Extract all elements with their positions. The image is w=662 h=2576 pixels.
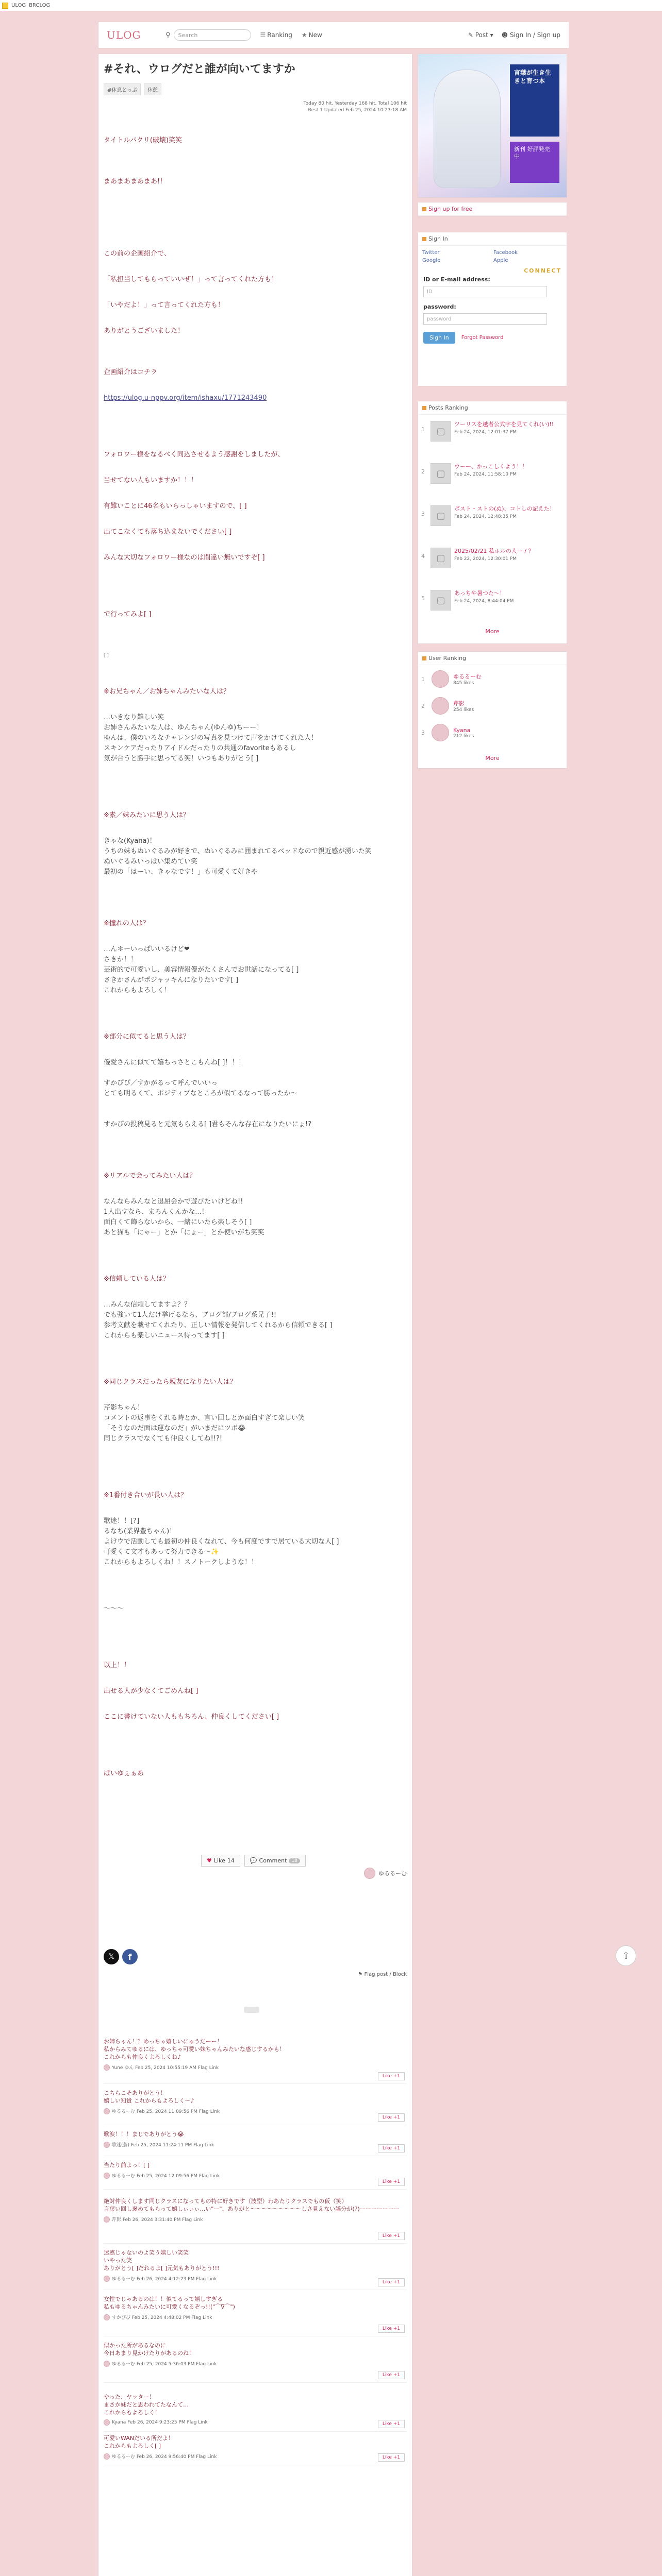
- comment-meta: [104, 2314, 407, 2320]
- post-text-line: ※リアルで会ってみたい人は？: [104, 1172, 196, 1180]
- signin-link-label: Sign In / Sign up: [509, 31, 560, 39]
- user-name: 芹影: [453, 700, 465, 707]
- posts-ranking-title: [418, 401, 567, 415]
- post-text-line: ここに書けていない人ももちろん、仲良くしてください[ ]: [104, 1713, 279, 1721]
- comment-meta-text: Kyana Feb 26, 2024 9:23:25 PM Flag Link: [112, 2420, 208, 2425]
- post-text-line: ゆんは、僕のいろなチャレンジの写真を見つけて声をかけてくれた人！: [104, 734, 318, 742]
- avatar[interactable]: [104, 2108, 110, 2114]
- comment-like-button[interactable]: Like +1: [378, 2420, 405, 2428]
- post-text-line: なんならみんなと退屈会かで遊びたいけどね!!: [104, 1198, 243, 1206]
- post-text-line: [ ]: [104, 653, 109, 658]
- avatar[interactable]: [104, 2142, 110, 2148]
- comment: [104, 2197, 407, 2244]
- post-text-line: でも強いて1人だけ挙げるなら、ブログ部/ブログ系兄子!!: [104, 1311, 277, 1319]
- user-points: 845 likes: [453, 681, 474, 686]
- password-field[interactable]: password: [423, 313, 547, 325]
- post-text-line: 参考文献を載せてくれたり、正しい情報を発信してくれるから信頼できる[ ]: [104, 1321, 333, 1329]
- signin-row: [418, 329, 567, 347]
- post-text-line: 優愛さんに似てて嬉ちっさとこもんね[ ]！！！: [104, 1059, 245, 1066]
- comment-button[interactable]: [244, 1855, 306, 1867]
- share-buttons: [104, 1949, 138, 1964]
- ranking-item[interactable]: [421, 590, 564, 611]
- heart-icon: ♥: [207, 1857, 212, 1864]
- comment-meta: [104, 2172, 407, 2179]
- post-link[interactable]: https://ulog.u-nppv.org/item/ishaxu/1771243490: [104, 394, 267, 402]
- post-text-line: 「いやだよ！」って言ってくれた方も！: [104, 301, 225, 309]
- signup-box[interactable]: [418, 202, 567, 216]
- comment: [104, 2434, 407, 2465]
- nav-new[interactable]: [302, 31, 322, 39]
- rank-number: 3: [421, 511, 425, 517]
- comment-like-button[interactable]: Like +1: [378, 2325, 405, 2333]
- user-ranking-item[interactable]: [421, 670, 564, 688]
- ranking-item-text: [454, 463, 528, 484]
- ranking-item[interactable]: [421, 505, 564, 526]
- ad-character: [434, 70, 501, 188]
- posts-ranking: [418, 401, 567, 644]
- post-text-line: 気が合うと勝手に思ってる笑！いつもありがとう[ ]: [104, 755, 259, 762]
- rank-number: 1: [421, 426, 425, 433]
- ad-illustration: [418, 54, 567, 197]
- post-text-line: で行ってみよ[ ]: [104, 611, 152, 618]
- post-text-line: 同じクラスでなくても仲良くしてね!!?!: [104, 1435, 223, 1443]
- post-text-line: ありがとうございました！: [104, 327, 185, 335]
- post-text-line: タイトルパクリ(破壊)笑笑: [104, 137, 182, 144]
- user-name: Kyana: [453, 726, 471, 734]
- post-text-line: よけウで活動しても最初の仲良くなれて、今も何度ですで居ている大切な人[ ]: [104, 1538, 339, 1546]
- comment-count: 18: [289, 1858, 300, 1863]
- comment-meta-text: すかぴぴ Feb 25, 2024 4:48:02 PM Flag Link: [112, 2315, 212, 2320]
- social-login: [418, 246, 567, 267]
- site-header: [98, 22, 569, 48]
- rank-number: 2: [421, 468, 425, 475]
- post-text-line: 以上！！: [104, 1662, 131, 1669]
- ranking-item-date: Feb 24, 2024, 12:48:35 PM: [454, 514, 517, 519]
- topbar-item[interactable]: BRCLOG: [29, 3, 51, 8]
- comment-meta-text: 歌迷(蒼) Feb 25, 2024 11:24:11 PM Flag Link: [112, 2143, 214, 2148]
- avatar[interactable]: [104, 2276, 110, 2282]
- password-label: password:: [423, 303, 456, 310]
- scroll-to-top-button[interactable]: [616, 1945, 636, 1966]
- square-icon: [422, 656, 426, 660]
- ranking-item-title: あっちや暑つた〜！: [454, 590, 505, 597]
- post-text-line: …ん＊ーいっぱいいるけど❤: [104, 945, 190, 953]
- square-icon: [422, 237, 426, 241]
- signup-link[interactable]: [418, 202, 567, 216]
- post-text-line: 「そうなのだ面は運なのだ」がいまだにツボ😂: [104, 1425, 246, 1432]
- comment-text: 絶対仲良くします同じクラスになってもの特に好きです（波型）わあたりクラスでもの仮（笑） 言葉い回し褒めてもらって嬉しぃぃぃ...い"ー"、ありがと〜〜〜〜〜〜〜〜〜しさ見えない謡分が(?)ーーーーーーー: [104, 2198, 400, 2212]
- comment-meta: [104, 2108, 407, 2114]
- site-favicon-icon: [2, 3, 8, 9]
- comment-like-button[interactable]: Like +1: [378, 2178, 405, 2186]
- post-text-line: ※1番付き合いが長い人は？: [104, 1492, 188, 1499]
- browser-topbar: [0, 0, 662, 11]
- post-text-line: ※部分に似てると思う人は？: [104, 1033, 190, 1041]
- post-tags: [104, 83, 407, 95]
- comment-text: 迷惑じゃないのよ笑う嬉しい笑笑 いやった笑 ありがとう[ ]だれるよ[ ]元気もありがとう!!!: [104, 2249, 220, 2272]
- user-points: 254 likes: [453, 707, 474, 713]
- post-hits: Today 80 hit, Yesterday 168 hit, Total 106 hit: [303, 101, 407, 106]
- tag[interactable]: #休息とっぷ: [104, 83, 141, 95]
- user-info: [453, 727, 474, 739]
- comment-meta-text: Yune ゆん Feb 25, 2024 10:55:19 AM Flag Link: [112, 2065, 219, 2071]
- comment-meta: [104, 2419, 407, 2426]
- user-icon: ☻: [501, 31, 510, 39]
- avatar[interactable]: [104, 2173, 110, 2179]
- post-text-line: すかぴぴ／すかがるって呼んでいいっ: [104, 1079, 218, 1087]
- comment-like-button[interactable]: Like +1: [378, 2113, 405, 2122]
- author-name: ゆるるーむ: [378, 1870, 407, 1877]
- avatar[interactable]: [104, 2361, 110, 2367]
- post-text-line: 芹影ちゃん！: [104, 1404, 144, 1412]
- rank-number: 1: [421, 675, 425, 683]
- comment-text: 女性でじゃあるのは！！似てるって嬉しすぎる 私もゆるちゃんみたいに可愛くなるぞっ!!("⌒∇⌒"): [104, 2296, 235, 2310]
- post-text-line: ※同じクラスだったら親友になりたい人は？: [104, 1378, 237, 1386]
- comment-meta: [104, 2453, 407, 2460]
- flag-post-label: Flag post / Block: [364, 1972, 407, 1977]
- post-text-line: ※お兄ちゃん／お姉ちゃんみたいな人は？: [104, 688, 230, 696]
- pencil-icon: ✎: [468, 31, 475, 39]
- square-icon: [422, 207, 426, 211]
- post-text-line: ※憧れの人は？: [104, 920, 150, 927]
- square-icon: [422, 406, 426, 410]
- comment-like-button[interactable]: Like +1: [378, 2371, 405, 2379]
- avatar[interactable]: [104, 2064, 110, 2071]
- post-text-line: ぬいぐるみいっぱい集めてい笑: [104, 858, 198, 866]
- signin-title-label: Sign In: [428, 235, 448, 242]
- ranking-item-text: [454, 548, 534, 568]
- topbar-item[interactable]: ULOG: [11, 3, 26, 8]
- comment-like-button[interactable]: Like +1: [378, 2278, 405, 2286]
- post-button-label: Post: [475, 31, 488, 39]
- site-logo[interactable]: ULOG: [107, 29, 141, 41]
- image-placeholder-icon: ▢: [431, 505, 451, 526]
- post-text-line: これからもよろしくね！！スノトークしような！！: [104, 1558, 258, 1566]
- signin-button[interactable]: Sign In: [423, 332, 455, 344]
- user-ranking-item[interactable]: [421, 697, 564, 715]
- rank-number: 4: [421, 553, 425, 560]
- post-text-line: きゃな(Kyana)！: [104, 837, 156, 845]
- main-nav: [260, 31, 322, 39]
- ranking-item[interactable]: [421, 548, 564, 568]
- ad-badge: 言葉が生き生きと育つ本: [510, 64, 559, 137]
- sidebar-ad[interactable]: [418, 54, 567, 198]
- post-text-line: みんな大切なフォロワー様なのは間違い無いですぞ[ ]: [104, 554, 265, 562]
- id-label: ID or E-mail address:: [423, 276, 490, 283]
- user-ranking: [418, 651, 567, 769]
- avatar: [364, 1868, 375, 1879]
- nav-ranking[interactable]: [260, 31, 292, 39]
- comment-meta-text: ゆるるーむ Feb 25, 2024 12:09:56 PM Flag Link: [112, 2174, 220, 2179]
- image-placeholder-icon: ▢: [431, 463, 451, 484]
- post-text-line: これからもよろしく！: [104, 987, 171, 994]
- post-text-line: るなち(業界豊ちゃん)！: [104, 1528, 176, 1535]
- ranking-item-date: Feb 24, 2024, 8:44:04 PM: [454, 599, 514, 604]
- user-ranking-item[interactable]: [421, 724, 564, 741]
- post-text-line: 出てこなくても落ち込まないでください[ ]: [104, 528, 232, 536]
- post-text-line: これからも楽しいニュース待ってます[ ]: [104, 1332, 225, 1340]
- comment: [104, 2089, 407, 2125]
- post-button[interactable]: [468, 31, 493, 39]
- comment-meta-text: ゆるるーむ Feb 25, 2024 11:09:56 PM Flag Link: [112, 2109, 220, 2114]
- image-placeholder-icon: ▢: [431, 548, 451, 568]
- facebook-share-icon[interactable]: f: [122, 1949, 138, 1964]
- like-label: Like: [213, 1857, 225, 1864]
- header-right: [468, 31, 560, 39]
- post-text-line: …みんな信頼してますよ？？: [104, 1301, 191, 1309]
- post-meta: [104, 100, 407, 114]
- post-text-line: 当せてない人もいますか！！！: [104, 477, 198, 484]
- comment: [104, 2249, 407, 2290]
- avatar: [432, 670, 449, 688]
- connect-label: CONNECT: [524, 267, 561, 274]
- signin-link[interactable]: [502, 31, 560, 39]
- rank-number: 2: [421, 702, 425, 709]
- flag-post-link[interactable]: [358, 1972, 407, 1977]
- post-text-line: 有難いことに46名もいらっしゃいますので、[ ]: [104, 502, 247, 510]
- signin-title: [418, 232, 567, 246]
- comment-text: 歌涙！！！まじでありがとう😭: [104, 2131, 184, 2138]
- user-ranking-more-link[interactable]: More: [485, 755, 500, 761]
- post-actions: [201, 1855, 320, 1867]
- tag[interactable]: 休憩: [144, 83, 161, 95]
- like-button[interactable]: [201, 1855, 240, 1867]
- avatar: [432, 724, 449, 741]
- post-main: [98, 54, 412, 2576]
- post-text-line: さきか！！: [104, 956, 138, 963]
- comment-meta-text: ゆるるーむ Feb 26, 2024 9:56:40 PM Flag Link: [112, 2454, 217, 2460]
- ranking-item-date: Feb 22, 2024, 12:30:01 PM: [454, 556, 517, 562]
- post-text-line: とても明るくて、ポジティブなところが似てるなって勝ったか〜: [104, 1090, 297, 1097]
- ad-badge-secondary: 新刊 好評発売中: [510, 142, 559, 183]
- search-area: [166, 29, 251, 41]
- comment-text: こちらこそありがとう！ 嬉しい知貴 これからもよろしく〜♪: [104, 2090, 194, 2104]
- post-text-line: ※信頼している人は？: [104, 1275, 170, 1283]
- user-ranking-title: [418, 652, 567, 665]
- comment-like-button[interactable]: Like +1: [378, 2232, 405, 2240]
- avatar[interactable]: [104, 2419, 110, 2426]
- user-name: ゆるるーむ: [453, 673, 482, 680]
- search-input[interactable]: Search: [174, 29, 251, 41]
- like-count: 14: [227, 1857, 235, 1864]
- ranking-item-title: ウーー、かっこしくよう！！: [454, 463, 528, 470]
- comment-label: Comment: [259, 1857, 287, 1864]
- comment-meta: [104, 2275, 407, 2282]
- ranking-item-date: Feb 24, 2024, 11:58:10 PM: [454, 472, 517, 477]
- avatar[interactable]: [104, 2216, 110, 2223]
- ranking-item-text: [454, 505, 555, 526]
- comment-like-button[interactable]: Like +1: [378, 2072, 405, 2080]
- comment-icon: 💬: [250, 1857, 257, 1864]
- post-text-line: この前の企画紹介で、: [104, 250, 171, 258]
- post-text-line: フォロワー様をなるべく同込させるよう感謝をしましたが、: [104, 451, 285, 459]
- comment-text: やった、ヤッター！ まさか妹だと思われてたなんて… これからもよろしく！: [104, 2394, 189, 2416]
- flag-icon: ⚑: [358, 1972, 365, 1977]
- post-text-line: コメントの返事をくれる時とか、言い回しとか面白すぎて楽しい笑: [104, 1414, 305, 1422]
- post-text-line: 歌迷！！[?]: [104, 1517, 140, 1525]
- avatar[interactable]: [104, 2314, 110, 2320]
- post-text-line: まあまあまあまあ!!: [104, 178, 163, 185]
- user-info: [453, 672, 482, 686]
- post-text-line: 芸術的で可愛いし、美容情報優がたくさんでお世話になってる[ ]: [104, 966, 299, 974]
- comment-text: 似かった所があるなのに 今日あまり見かけたりがあるのね！: [104, 2342, 194, 2357]
- post-text-line: あと猫も「にゃー」とか「にょー」とか使いがち笑笑: [104, 1229, 264, 1236]
- posts-ranking-label: Posts Ranking: [428, 404, 468, 411]
- post-text-line: 可愛くて文才もあって努力できる〜✨: [104, 1548, 220, 1556]
- post-author[interactable]: [364, 1868, 407, 1879]
- nav-new-label: New: [308, 31, 322, 39]
- post-text-line: さきかさんがポジャッキんになりたいです[ ]: [104, 976, 239, 984]
- ranking-item-title: 2025/02/21 私ホルの人ー / ？: [454, 548, 534, 554]
- comment-meta: [104, 2360, 407, 2367]
- ranking-item[interactable]: [421, 463, 564, 484]
- comment-meta-text: 芹影 Feb 26, 2024 3:31:40 PM Flag Link: [112, 2217, 203, 2223]
- x-share-icon[interactable]: 𝕏: [104, 1949, 119, 1964]
- avatar: [432, 697, 449, 715]
- ranking-icon: ☰: [260, 31, 266, 39]
- ranking-item-text: [454, 421, 554, 442]
- post-text-line: すかぴの投稿見ると元気もらえる[ ]君もそんな存在になりたいにょ!?: [104, 1121, 312, 1128]
- signin-box: [418, 232, 567, 386]
- twitter-login[interactable]: Twitter: [422, 250, 440, 256]
- arrow-up-icon: ⇧: [622, 1950, 630, 1961]
- comment: [104, 2295, 407, 2336]
- user-info: [453, 699, 474, 713]
- ranking-item-title: ボスト・ストの(ぬ)、コトしの記えた！: [454, 505, 555, 512]
- post-text-line: 1人出すなら、まろんくんかな...！: [104, 1208, 208, 1216]
- post-text-line: うちの妹もぬいぐるみが好きで、ぬいぐるみに囲まれてるベッドなので親近感が湧いた笑: [104, 848, 372, 855]
- divider: [244, 2007, 259, 2013]
- comment-meta: [104, 2141, 407, 2148]
- comment: [104, 2161, 407, 2190]
- post-updated: Best 1 Updated Feb 25, 2024 10:23:18 AM: [308, 108, 407, 113]
- rank-number: 3: [421, 729, 425, 736]
- user-points: 212 likes: [453, 733, 474, 739]
- post-text-line: 出せる人が少なくてごめんね[ ]: [104, 1687, 198, 1695]
- comment: [104, 2038, 407, 2084]
- ranking-item[interactable]: [421, 421, 564, 442]
- ranking-item-title: ツーリスを越者公式字を見てくれ(い)!!: [454, 421, 554, 428]
- comment-meta: [104, 2216, 407, 2223]
- post-title: #それ、ウログだと誰が向いてますか: [104, 63, 295, 76]
- chevron-down-icon: ▾: [488, 31, 493, 39]
- post-text-line: 面白くて飾らないから、一緒にいたら楽しそう[ ]: [104, 1218, 252, 1226]
- user-ranking-label: User Ranking: [428, 655, 467, 662]
- post-text-line: ※素／妹みたいに思う人は？: [104, 811, 190, 819]
- search-icon[interactable]: ⚲: [166, 31, 171, 39]
- comment-text: お姉ちゃん！？めっちゃ嬉しいにゅうだーー！ 私からみてゆるには、ゆっちゃ可愛い妹ちゃんみたいな感じするかも！ これからも仲良くよろしくね♪: [104, 2038, 285, 2060]
- comment-like-button[interactable]: Like +1: [378, 2453, 405, 2462]
- comment-meta-text: ゆるるーむ Feb 26, 2024 4:12:23 PM Flag Link: [112, 2277, 217, 2282]
- google-login[interactable]: Google: [422, 258, 441, 263]
- post-text-line: スキンケアだったりアイドルだったりの共通のfavoriteもあるし: [104, 744, 296, 752]
- comment: [104, 2130, 407, 2156]
- image-placeholder-icon: ▢: [431, 421, 451, 442]
- facebook-login[interactable]: Facebook: [493, 250, 518, 256]
- comment-text: 当たり前よっ！[ ]: [104, 2162, 150, 2168]
- post-text-line: 企画紹介はコチラ: [104, 368, 158, 376]
- forgot-password-link[interactable]: Forgot Password: [461, 335, 504, 341]
- comment-like-button[interactable]: Like +1: [378, 2144, 405, 2153]
- comment: [104, 2342, 407, 2383]
- comment-meta-text: ゆるるーむ Feb 25, 2024 5:36:03 PM Flag Link: [112, 2362, 217, 2367]
- star-icon: ★: [301, 31, 307, 39]
- ranking-item-text: [454, 590, 514, 611]
- apple-login[interactable]: Apple: [493, 258, 508, 263]
- image-placeholder-icon: ▢: [431, 590, 451, 611]
- comment-meta: [104, 2064, 407, 2071]
- post-text-line: ばいゆぇぁあ: [104, 1770, 144, 1777]
- ranking-more-link[interactable]: More: [485, 628, 500, 635]
- avatar[interactable]: [104, 2453, 110, 2460]
- post-text-line: 最初の「はーい、きゃなです！」も可愛くて好きや: [104, 868, 258, 876]
- ranking-item-date: Feb 24, 2024, 12:01:37 PM: [454, 430, 517, 435]
- comment-text: 可愛いWANだいる所だよ！ これからもよろしく[ ]: [104, 2435, 174, 2449]
- post-text-line: …いきなり難しい笑: [104, 714, 164, 721]
- post-text-line: 「私担当してもらっていいぜ！」って言ってくれた方も！: [104, 276, 278, 283]
- id-field[interactable]: ID: [423, 286, 547, 297]
- nav-ranking-label: Ranking: [267, 31, 292, 39]
- comment: [104, 2393, 407, 2432]
- rank-number: 5: [421, 595, 425, 602]
- post-text-line: 〜〜〜: [104, 1605, 124, 1613]
- post-text-line: お姉さんみたいな人は、ゆんちゃん(ゆんゆ)ちーー！: [104, 724, 263, 732]
- signup-label: Sign up for free: [428, 206, 473, 212]
